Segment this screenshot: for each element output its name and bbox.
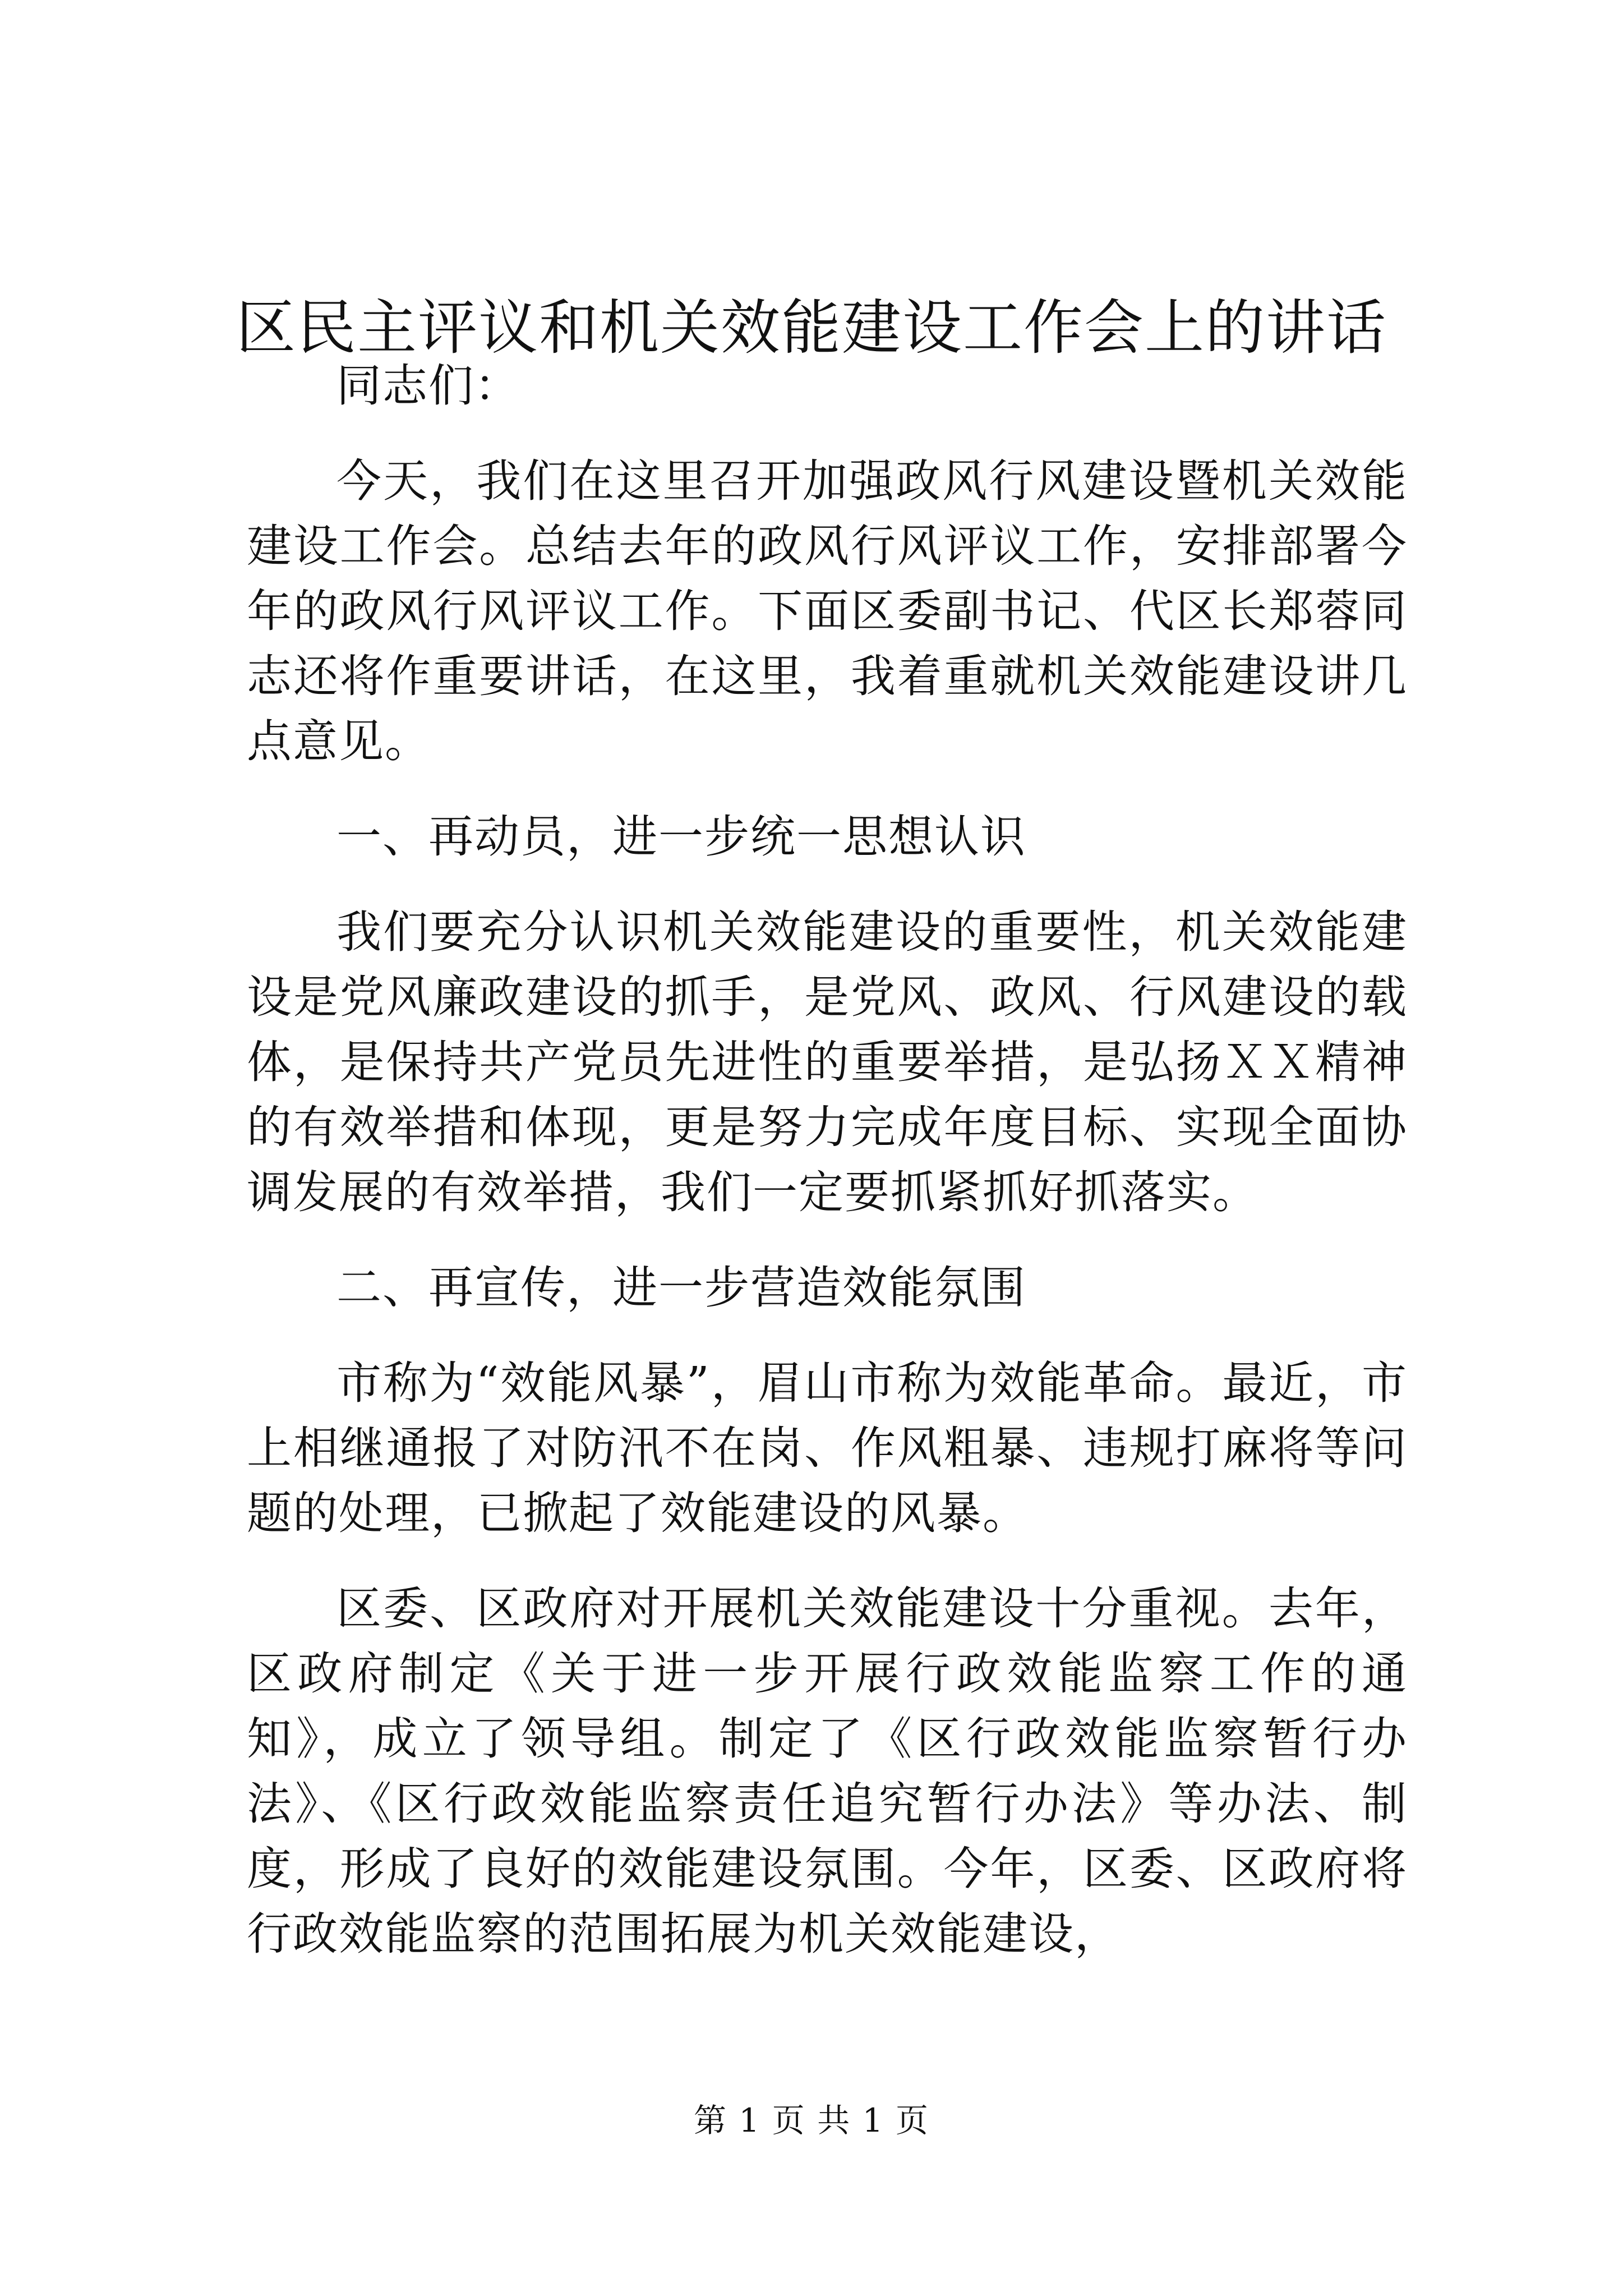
paragraph-section-2b: 区委、区政府对开展机关效能建设十分重视。去年，区政府制定《关于进一步开展行政效能监察工作的通知》，成立了领导组。制定了《区行政效能监察暂行办法》、《区行政效能监察责任追究暂行办法》等办法、制度，形成了良好的效能建设氛围。今年，区委、区政府将行政效能监察的范围拓展为机关效能建设， (247, 1582, 1408, 1960)
page-footer: 第 1 页 共 1 页 (694, 2101, 929, 2139)
paragraph-intro: 今天，我们在这里召开加强政风行风建设暨机关效能建设工作会。总结去年的政风行风评议工作，安排部署今年的政风行风评议工作。下面区委副书记、代区长郑蓉同志还将作重要讲话，在这里，我着重就机关效能建设讲几点意见。 (247, 455, 1408, 767)
section-heading-2: 二、再宣传，进一步营造效能氛围 (336, 1262, 1026, 1314)
paragraph-section-2a: 市称为“效能风暴”，眉山市称为效能革命。最近，市上相继通报了对防汛不在岗、作风粗暴、违规打麻将等问题的处理，已掀起了效能建设的风暴。 (247, 1357, 1408, 1539)
document-body (247, 353, 1408, 1967)
paragraph-section-1: 我们要充分认识机关效能建设的重要性，机关效能建设是党风廉政建设的抓手，是党风、政风、行风建设的载体，是保持共产党员先进性的重要举措，是弘扬ＸＸ精神的有效举措和体现，更是努力完成年度目标、实现全面协调发展的有效举措，我们一定要抓紧抓好抓落实。 (247, 906, 1408, 1218)
document-title: 区民主评议和机关效能建设工作会上的讲话 (236, 293, 1387, 362)
section-heading-1: 一、再动员，进一步统一思想认识 (336, 811, 1026, 863)
paragraph-salutation: 同志们： (336, 360, 520, 412)
